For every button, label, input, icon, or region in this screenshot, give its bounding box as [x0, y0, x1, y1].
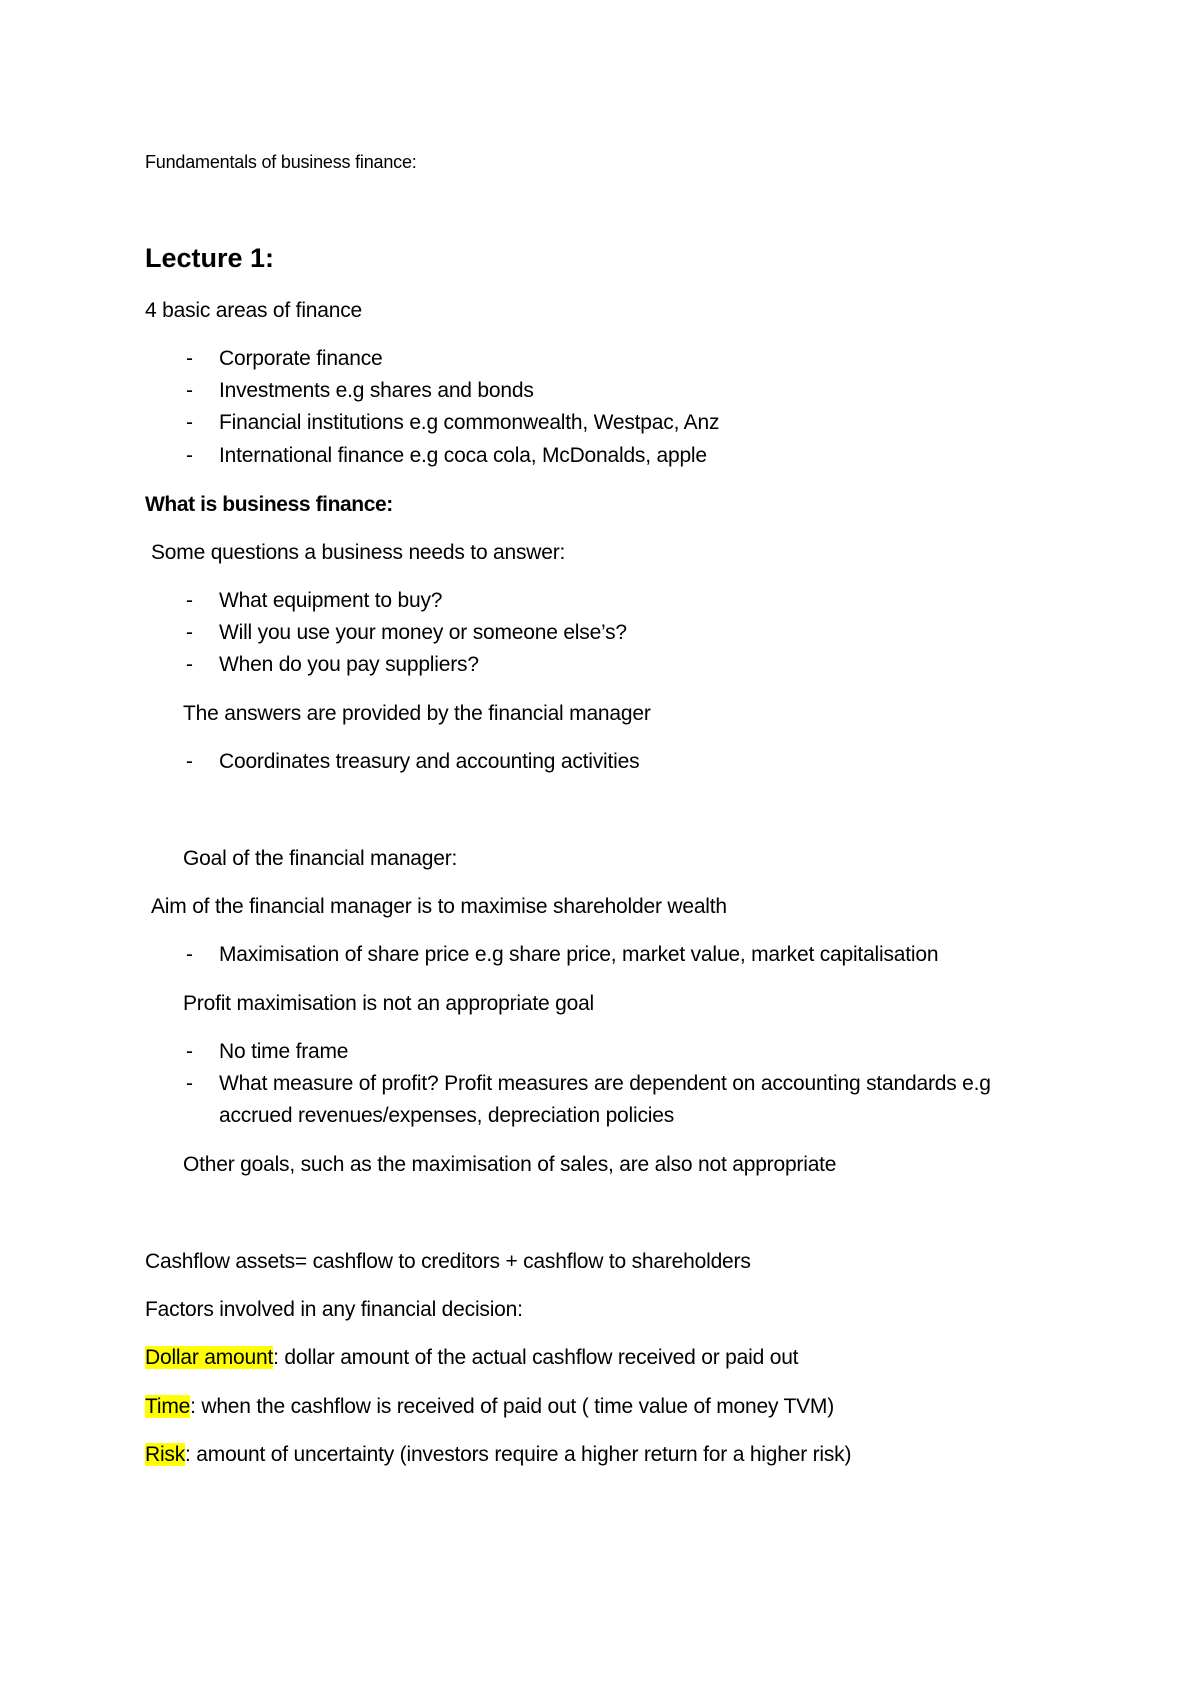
aim-point: Maximisation of share price e.g share price, market value, market capitalisation: [219, 943, 939, 966]
question-item: Will you use your money or someone else’s?: [219, 621, 627, 644]
question-item: What equipment to buy?: [219, 589, 443, 612]
profit-line: Profit maximisation is not an appropriate goal: [183, 992, 595, 1015]
aim-line: Aim of the financial manager is to maximise shareholder wealth: [151, 895, 727, 918]
bullet-dash: -: [186, 379, 193, 402]
profit-point: What measure of profit? Profit measures are dependent on accounting standards e.g: [219, 1072, 991, 1095]
bullet-dash: -: [186, 589, 193, 612]
factor-term-highlight: Dollar amount: [145, 1346, 274, 1369]
bullet-dash: -: [186, 1072, 193, 1095]
business-finance-heading: What is business finance:: [145, 493, 393, 516]
bullet-dash: -: [186, 347, 193, 370]
other-goals-line: Other goals, such as the maximisation of sales, are also not appropriate: [183, 1153, 837, 1176]
document-title: Fundamentals of business finance:: [145, 152, 417, 172]
profit-point-continuation: accrued revenues/expenses, depreciation policies: [219, 1104, 675, 1127]
areas-intro: 4 basic areas of finance: [145, 299, 363, 322]
bullet-dash: -: [186, 1040, 193, 1063]
profit-point: No time frame: [219, 1040, 349, 1063]
factor-dollar-amount: [145, 1345, 798, 1371]
factor-time: [145, 1394, 834, 1420]
bullet-dash: -: [186, 621, 193, 644]
factor-description: : when the cashflow is received of paid out ( time value of money TVM): [190, 1395, 835, 1418]
factor-term-highlight: Time: [145, 1395, 191, 1418]
bullet-dash: -: [186, 943, 193, 966]
factor-description: : amount of uncertainty (investors require a higher return for a higher risk): [185, 1443, 852, 1466]
questions-intro: Some questions a business needs to answer:: [151, 541, 566, 564]
factor-term-highlight: Risk: [145, 1443, 186, 1466]
area-item: Financial institutions e.g commonwealth, Westpac, Anz: [219, 411, 720, 434]
bullet-dash: -: [186, 653, 193, 676]
goal-heading: Goal of the financial manager:: [183, 847, 458, 870]
bullet-dash: -: [186, 750, 193, 773]
answers-line: The answers are provided by the financial manager: [183, 702, 651, 725]
answers-point: Coordinates treasury and accounting activities: [219, 750, 640, 773]
factors-intro: Factors involved in any financial decision:: [145, 1298, 523, 1321]
bullet-dash: -: [186, 444, 193, 467]
factor-risk: [145, 1442, 851, 1468]
factor-description: : dollar amount of the actual cashflow received or paid out: [273, 1346, 799, 1369]
cashflow-line: Cashflow assets= cashflow to creditors + cashflow to shareholders: [145, 1250, 751, 1273]
area-item: International finance e.g coca cola, McDonalds, apple: [219, 444, 707, 467]
area-item: Corporate finance: [219, 347, 383, 370]
lecture-heading: Lecture 1:: [145, 243, 275, 273]
question-item: When do you pay suppliers?: [219, 653, 479, 676]
area-item: Investments e.g shares and bonds: [219, 379, 534, 402]
bullet-dash: -: [186, 411, 193, 434]
